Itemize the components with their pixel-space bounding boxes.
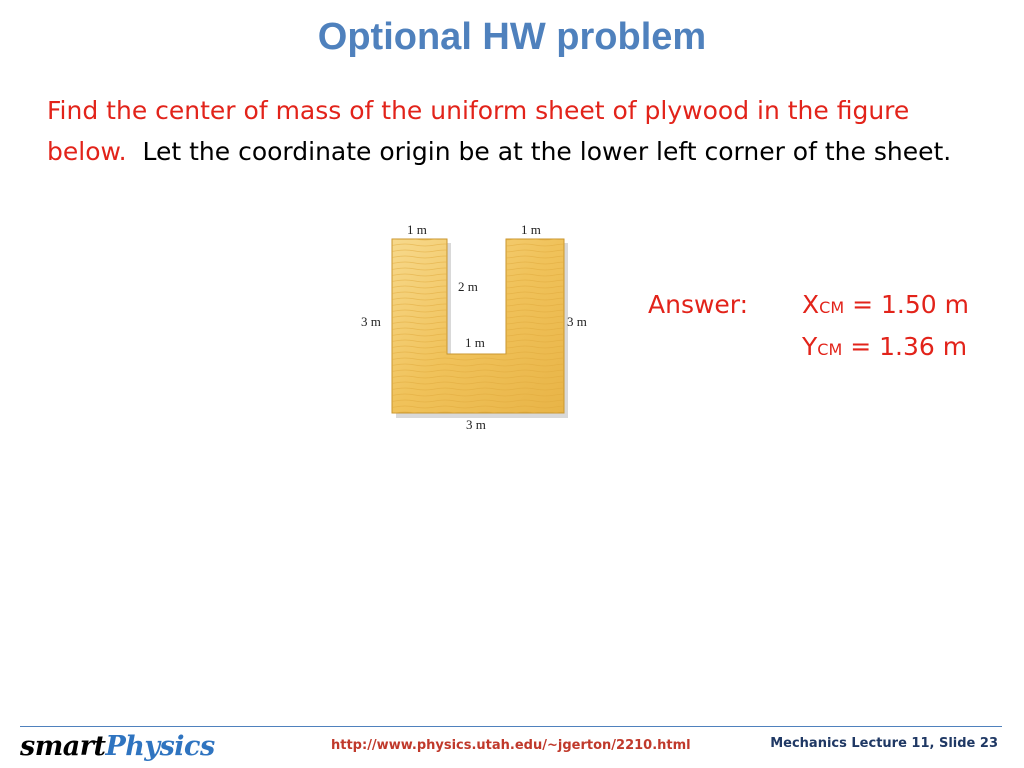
x-cm-symbol: X — [802, 290, 820, 319]
x-cm-value: = 1.50 m — [852, 290, 969, 319]
slide-title: Optional HW problem — [317, 16, 707, 58]
label-inner-height: 2 m — [458, 279, 478, 294]
label-inner-width: 1 m — [465, 335, 485, 350]
label-left-height: 3 m — [361, 314, 381, 329]
answer-row-y — [648, 326, 969, 368]
problem-text-red: Find the center of mass of the uniform sheet of plywood in the figure below. — [47, 96, 910, 166]
problem-text-black: Let the coordinate origin be at the lower left corner of the sheet. — [142, 137, 952, 166]
label-top-left: 1 m — [407, 222, 427, 237]
y-cm-symbol: Y — [802, 332, 818, 361]
y-cm-subscript: CM — [817, 340, 843, 359]
problem-statement — [47, 90, 977, 172]
slide-number: Mechanics Lecture 11, Slide 23 — [770, 736, 998, 751]
x-cm-subscript: CM — [819, 298, 845, 317]
logo-smart: smart — [20, 731, 106, 762]
footer-url[interactable]: http://www.physics.utah.edu/~jgerton/2210.html — [331, 738, 691, 753]
plywood-grain — [392, 239, 564, 413]
logo-physics: Physics — [105, 731, 215, 762]
label-top-right: 1 m — [521, 222, 541, 237]
answer-row-x — [648, 284, 969, 326]
footer-divider — [20, 726, 1002, 727]
answer-block — [648, 284, 969, 368]
plywood-diagram — [355, 218, 605, 438]
label-bottom-width: 3 m — [466, 417, 486, 432]
label-right-height: 3 m — [567, 314, 587, 329]
answer-label: Answer: — [648, 290, 749, 319]
smartphysics-logo — [20, 731, 215, 762]
y-cm-value: = 1.36 m — [850, 332, 968, 361]
plywood-u-figure — [355, 218, 605, 438]
